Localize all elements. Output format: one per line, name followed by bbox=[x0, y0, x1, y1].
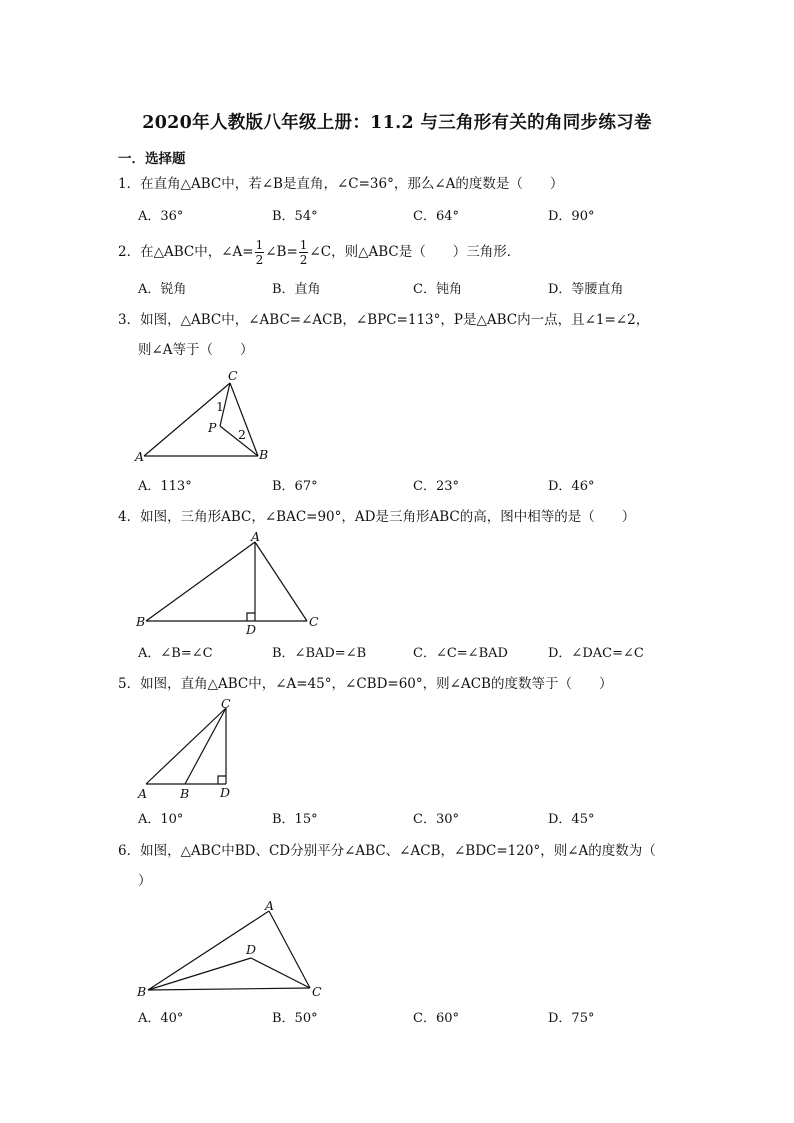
question-2-option-a[interactable]: A．锐角 bbox=[138, 282, 187, 297]
question-6-figure bbox=[132, 898, 332, 1004]
question-6-option-a[interactable]: A．40° bbox=[138, 1011, 184, 1026]
question-6-option-d[interactable]: D．75° bbox=[548, 1011, 595, 1026]
question-4-option-b[interactable]: B．∠BAD=∠B bbox=[272, 646, 367, 661]
label-p: P bbox=[208, 420, 217, 435]
question-5-option-a[interactable]: A．10° bbox=[138, 812, 184, 827]
fraction-one-half-a bbox=[255, 239, 265, 266]
label-d: D bbox=[246, 942, 257, 957]
question-5-figure bbox=[132, 696, 252, 806]
segment-dc bbox=[251, 958, 310, 988]
label-c: C bbox=[228, 368, 238, 383]
question-2-option-d[interactable]: D．等腰直角 bbox=[548, 282, 624, 297]
question-5-option-c[interactable]: C．30° bbox=[413, 812, 459, 827]
question-3-option-b[interactable]: B．67° bbox=[272, 479, 318, 494]
right-angle-mark bbox=[218, 776, 226, 784]
label-b: B bbox=[136, 614, 146, 629]
segment-bc bbox=[185, 708, 226, 784]
question-4-figure bbox=[132, 530, 332, 640]
segment-ac bbox=[269, 911, 310, 988]
question-2-option-c[interactable]: C．钝角 bbox=[413, 282, 462, 297]
question-3-option-a[interactable]: A．113° bbox=[138, 479, 192, 494]
question-5-option-d[interactable]: D．45° bbox=[548, 812, 595, 827]
fraction-denominator: 2 bbox=[255, 253, 264, 267]
fraction-denominator: 2 bbox=[299, 253, 308, 267]
fraction-numerator: 1 bbox=[255, 238, 264, 252]
label-d: D bbox=[246, 622, 257, 637]
segment-ac bbox=[146, 708, 226, 784]
question-6-option-c[interactable]: C．60° bbox=[413, 1011, 459, 1026]
question-2-text bbox=[118, 237, 520, 267]
question-5-option-b[interactable]: B．15° bbox=[272, 812, 318, 827]
question-4-option-c[interactable]: C．∠C=∠BAD bbox=[413, 646, 508, 661]
question-6-option-b[interactable]: B．50° bbox=[272, 1011, 318, 1026]
question-1-option-d[interactable]: D．90° bbox=[548, 209, 595, 224]
segment-ac bbox=[255, 542, 307, 621]
label-c: C bbox=[309, 614, 319, 629]
question-1-option-c[interactable]: C．64° bbox=[413, 209, 459, 224]
label-angle-2: 2 bbox=[238, 427, 246, 442]
document-title: 2020年人教版八年级上册：11.2 与三角形有关的角同步练习卷 bbox=[142, 113, 652, 133]
question-4-text: 4．如图，三角形ABC，∠BAC=90°，AD是三角形ABC的高，图中相等的是（ ） bbox=[118, 509, 636, 525]
question-2-suffix: ∠C，则△ABC是（ ）三角形． bbox=[309, 244, 521, 260]
question-6-line-2: ） bbox=[138, 873, 152, 889]
label-c: C bbox=[221, 696, 231, 711]
fraction-numerator: 1 bbox=[299, 238, 308, 252]
question-3-figure bbox=[132, 368, 282, 468]
question-1-text: 1．在直角△ABC中，若∠B是直角，∠C=36°，那么∠A的度数是（ ） bbox=[118, 176, 564, 192]
question-2-option-b[interactable]: B．直角 bbox=[272, 282, 321, 297]
section-heading: 一．选择题 bbox=[118, 151, 186, 167]
label-b: B bbox=[180, 786, 190, 801]
label-b: B bbox=[259, 447, 269, 462]
label-a: A bbox=[135, 449, 145, 464]
right-angle-mark bbox=[247, 613, 255, 621]
question-4-option-d[interactable]: D．∠DAC=∠C bbox=[548, 646, 644, 661]
question-1-option-b[interactable]: B．54° bbox=[272, 209, 318, 224]
question-5-text: 5．如图，直角△ABC中，∠A=45°，∠CBD=60°，则∠ACB的度数等于（ ） bbox=[118, 676, 613, 692]
segment-bc bbox=[148, 988, 310, 990]
label-b: B bbox=[137, 984, 147, 999]
label-angle-1: 1 bbox=[216, 399, 224, 414]
question-2-middle: ∠B= bbox=[265, 244, 298, 260]
question-1-option-a[interactable]: A．36° bbox=[138, 209, 184, 224]
label-a: A bbox=[251, 529, 261, 544]
segment-ac bbox=[144, 383, 230, 456]
label-a: A bbox=[265, 898, 275, 913]
segment-bd bbox=[148, 958, 251, 990]
segment-ba bbox=[146, 542, 255, 621]
question-3-option-d[interactable]: D．46° bbox=[548, 479, 595, 494]
question-4-option-a[interactable]: A．∠B=∠C bbox=[138, 646, 213, 661]
fraction-one-half-b bbox=[299, 239, 309, 266]
label-a: A bbox=[138, 786, 148, 801]
question-6-line-1: 6．如图，△ABC中BD、CD分别平分∠ABC、∠ACB，∠BDC=120°，则∠A的度数为（ bbox=[118, 843, 656, 859]
question-2-prefix: 2．在△ABC中，∠A= bbox=[118, 244, 254, 260]
question-3-option-c[interactable]: C．23° bbox=[413, 479, 459, 494]
label-c: C bbox=[312, 984, 322, 999]
question-3-line-2: 则∠A等于（ ） bbox=[138, 342, 254, 358]
label-d: D bbox=[220, 785, 231, 800]
question-3-line-1: 3．如图，△ABC中，∠ABC=∠ACB，∠BPC=113°，P是△ABC内一点，且∠1=∠2， bbox=[118, 312, 650, 328]
